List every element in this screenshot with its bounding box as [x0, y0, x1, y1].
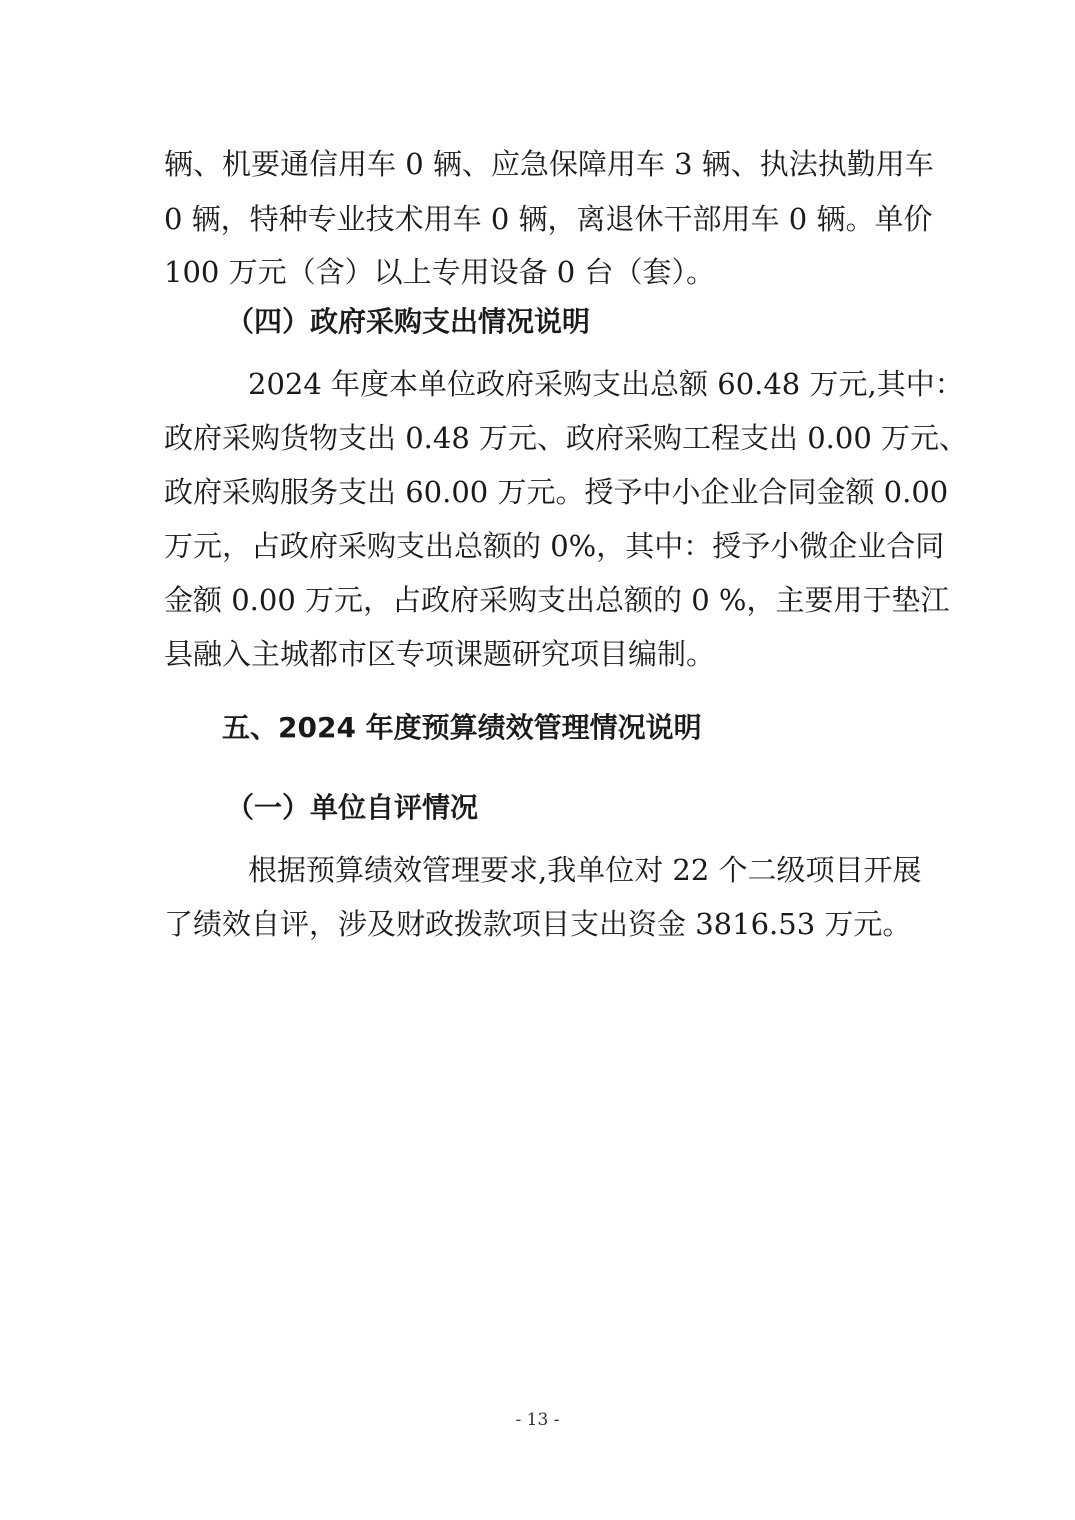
paragraph-line: 辆、机要通信用车 0 辆、应急保障用车 3 辆、执法执勤用车 — [164, 147, 934, 181]
paragraph-line: 100 万元（含）以上专用设备 0 台（套）。 — [164, 255, 715, 289]
paragraph-line: 金额 0.00 万元，占政府采购支出总额的 0 %，主要用于垫江 — [164, 583, 950, 617]
subsection-heading: （一）单位自评情况 — [226, 791, 479, 824]
paragraph-line: 0 辆，特种专业技术用车 0 辆，离退休干部用车 0 辆。单价 — [164, 202, 933, 236]
paragraph-line: 政府采购货物支出 0.48 万元、政府采购工程支出 0.00 万元、 — [164, 421, 969, 455]
subsection-heading: （四）政府采购支出情况说明 — [226, 305, 591, 338]
paragraph-line: 了绩效自评，涉及财政拨款项目支出资金 3816.53 万元。 — [164, 907, 912, 941]
section-heading: 五、2024 年度预算绩效管理情况说明 — [222, 711, 702, 744]
paragraph-line: 2024 年度本单位政府采购支出总额 60.48 万元,其中： — [248, 367, 964, 401]
paragraph-line: 万元，占政府采购支出总额的 0%，其中：授予小微企业合同 — [164, 529, 945, 563]
paragraph-line: 县融入主城都市区专项课题研究项目编制。 — [164, 637, 716, 671]
page-number: - 13 - — [515, 1410, 560, 1430]
paragraph-line: 政府采购服务支出 60.00 万元。授予中小企业合同金额 0.00 — [164, 475, 949, 509]
paragraph-line: 根据预算绩效管理要求,我单位对 22 个二级项目开展 — [248, 853, 922, 887]
